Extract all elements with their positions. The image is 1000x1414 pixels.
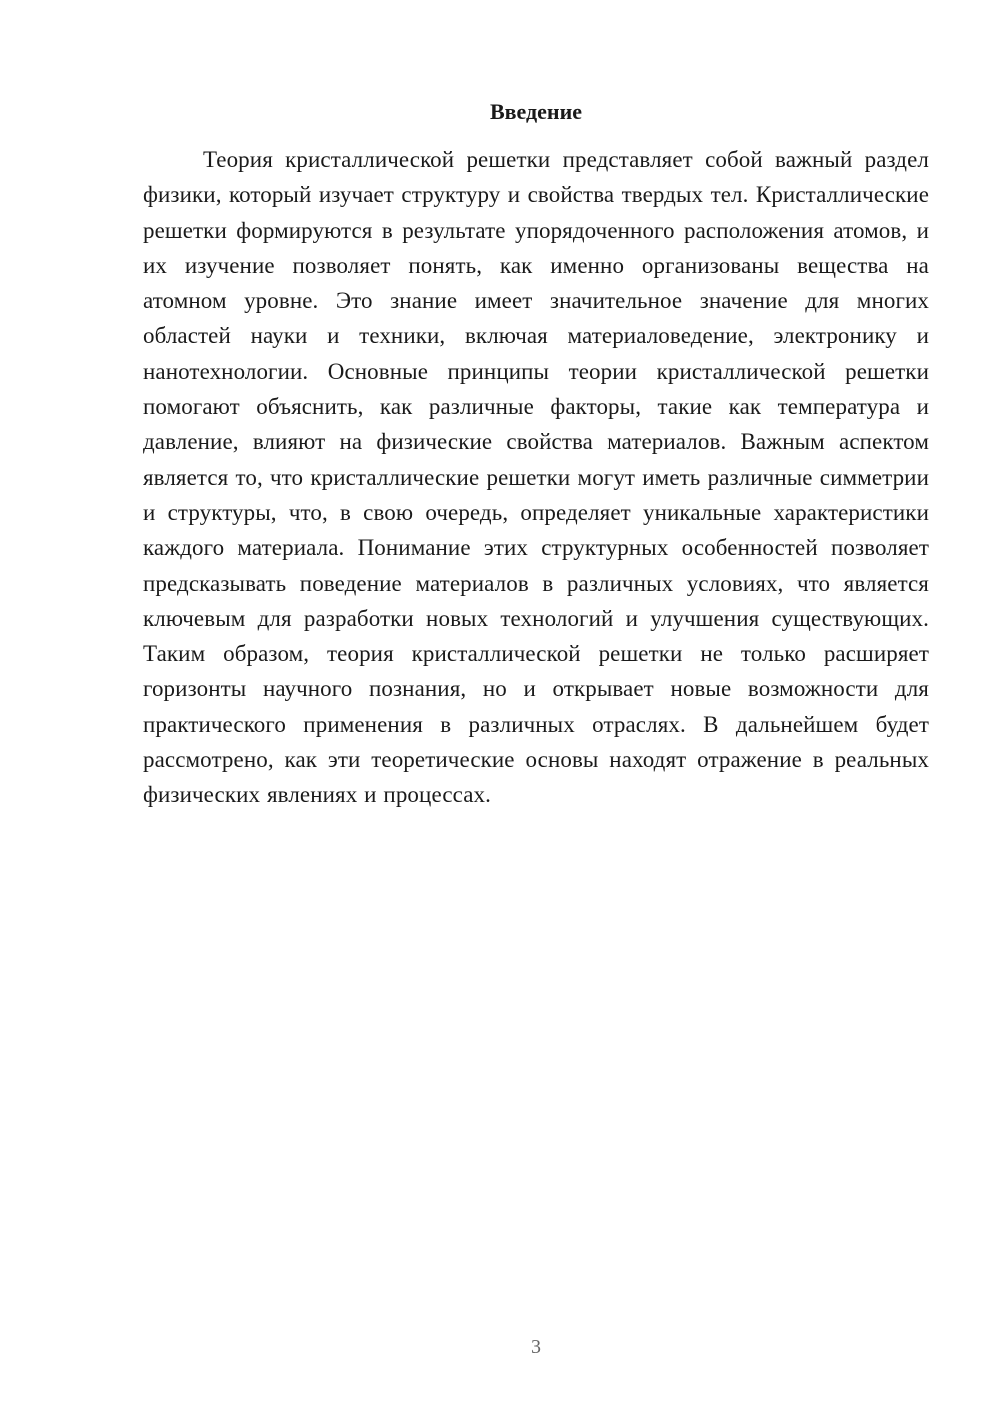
section-title: Введение (489, 99, 583, 124)
body-paragraph: Теория кристаллической решетки представляет собой важный раздел физики, который изучает структуру и свойства твердых тел. Кристаллические решетки формируются в результате упорядоченного расположения атомов, и их изучение позволяет понять, как именно организованы вещества на атомном уровне. Это знание имеет значительное значение для многих областей науки и техники, включая материаловедение, электронику и нанотехнологии. Основные принципы теории кристаллической решетки помогают объяснить, как различные факторы, такие как температура и давление, влияют на физические свойства материалов. Важным аспектом является то, что кристаллические решетки могут иметь различные симметрии и структуры, что, в свою очередь, определяет уникальные характеристики каждого материала. Понимание этих структурных особенностей позволяет предсказывать поведение материалов в различных условиях, что является ключевым для разработки новых технологий и улучшения существующих. Таким образом, теория кристаллической решетки не только расширяет горизонты научного познания, но и открывает новые возможности для практического применения в различных отраслях. В дальнейшем будет рассмотрено, как эти теоретические основы находят отражение в реальных физических явлениях и процессах. (143, 147, 929, 808)
page-number: 3 (531, 1336, 541, 1358)
